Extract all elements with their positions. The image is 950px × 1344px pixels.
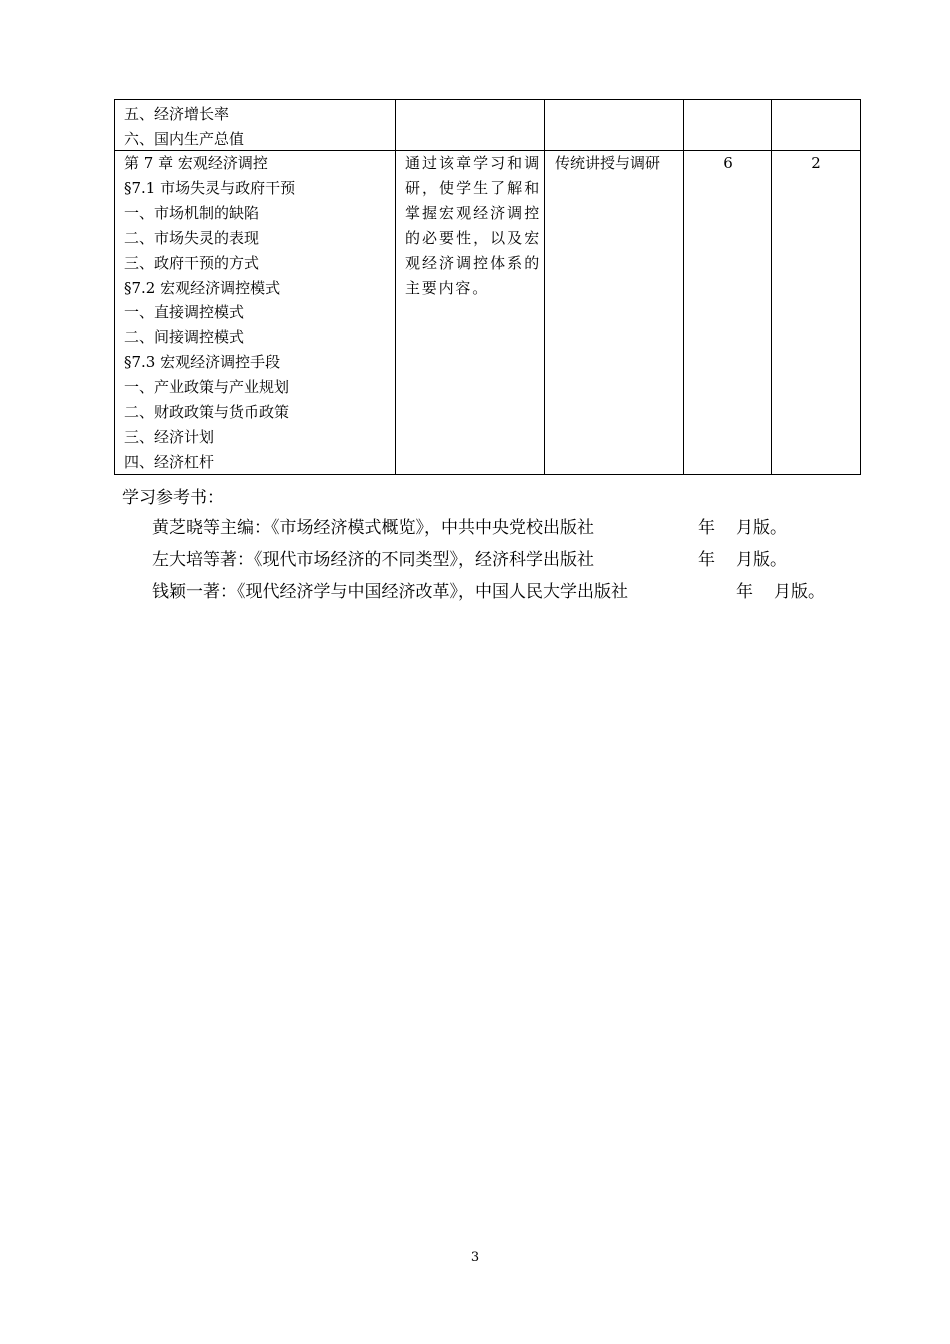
references-section	[122, 484, 825, 608]
content-line: §7.1 市场失灵与政府干预	[124, 178, 296, 197]
table-row	[115, 100, 860, 151]
page-number: 3	[470, 1250, 480, 1265]
content-line: 一、直接调控模式	[124, 303, 245, 322]
hours-cell-2: 2	[811, 154, 821, 172]
reference-year: 年	[698, 550, 715, 570]
content-line: 六、国内生产总值	[124, 129, 245, 148]
reference-item	[122, 512, 787, 544]
reference-month: 月版。	[774, 582, 825, 602]
hours-cell-1: 6	[723, 154, 733, 172]
reference-item	[122, 544, 787, 576]
teaching-method-cell: 传统讲授与调研	[555, 154, 661, 172]
column-divider	[395, 100, 396, 474]
reference-item	[122, 576, 825, 608]
table-row	[115, 151, 860, 473]
content-line: 二、财政政策与货币政策	[124, 403, 290, 422]
reference-text: 钱颖一著：《现代经济学与中国经济改革》，中国人民大学出版社	[152, 582, 628, 602]
chapter-content-cell	[124, 151, 295, 475]
content-line: 二、间接调控模式	[124, 328, 245, 347]
content-line: §7.2 宏观经济调控模式	[124, 278, 281, 297]
content-line: 第 7 章 宏观经济调控	[124, 154, 268, 172]
content-line: 二、市场失灵的表现	[124, 228, 260, 247]
content-line: 一、市场机制的缺陷	[124, 203, 260, 222]
references-title: 学习参考书：	[122, 488, 224, 508]
chapter-content-cell	[124, 102, 244, 152]
content-line: 一、产业政策与产业规划	[124, 378, 290, 397]
content-line: 三、政府干预的方式	[124, 253, 260, 272]
content-line: 三、经济计划	[124, 427, 215, 446]
reference-year: 年	[736, 582, 753, 602]
reference-text: 黄芝晓等主编：《市场经济模式概览》，中共中央党校出版社	[152, 518, 594, 538]
content-line: 五、经济增长率	[124, 105, 230, 123]
content-line: 四、经济杠杆	[124, 452, 215, 471]
objective-cell: 通过该章学习和调研，使学生了解和掌握宏观经济调控的必要性，以及宏观经济调控体系的主要内容。	[405, 154, 541, 297]
reference-year: 年	[698, 518, 715, 538]
column-divider	[683, 100, 684, 474]
column-divider	[771, 100, 772, 474]
course-table	[114, 99, 861, 475]
reference-month: 月版。	[736, 550, 787, 570]
reference-text: 左大培等著：《现代市场经济的不同类型》，经济科学出版社	[152, 550, 594, 570]
column-divider	[544, 100, 545, 474]
content-line: §7.3 宏观经济调控手段	[124, 353, 281, 372]
reference-month: 月版。	[736, 518, 787, 538]
